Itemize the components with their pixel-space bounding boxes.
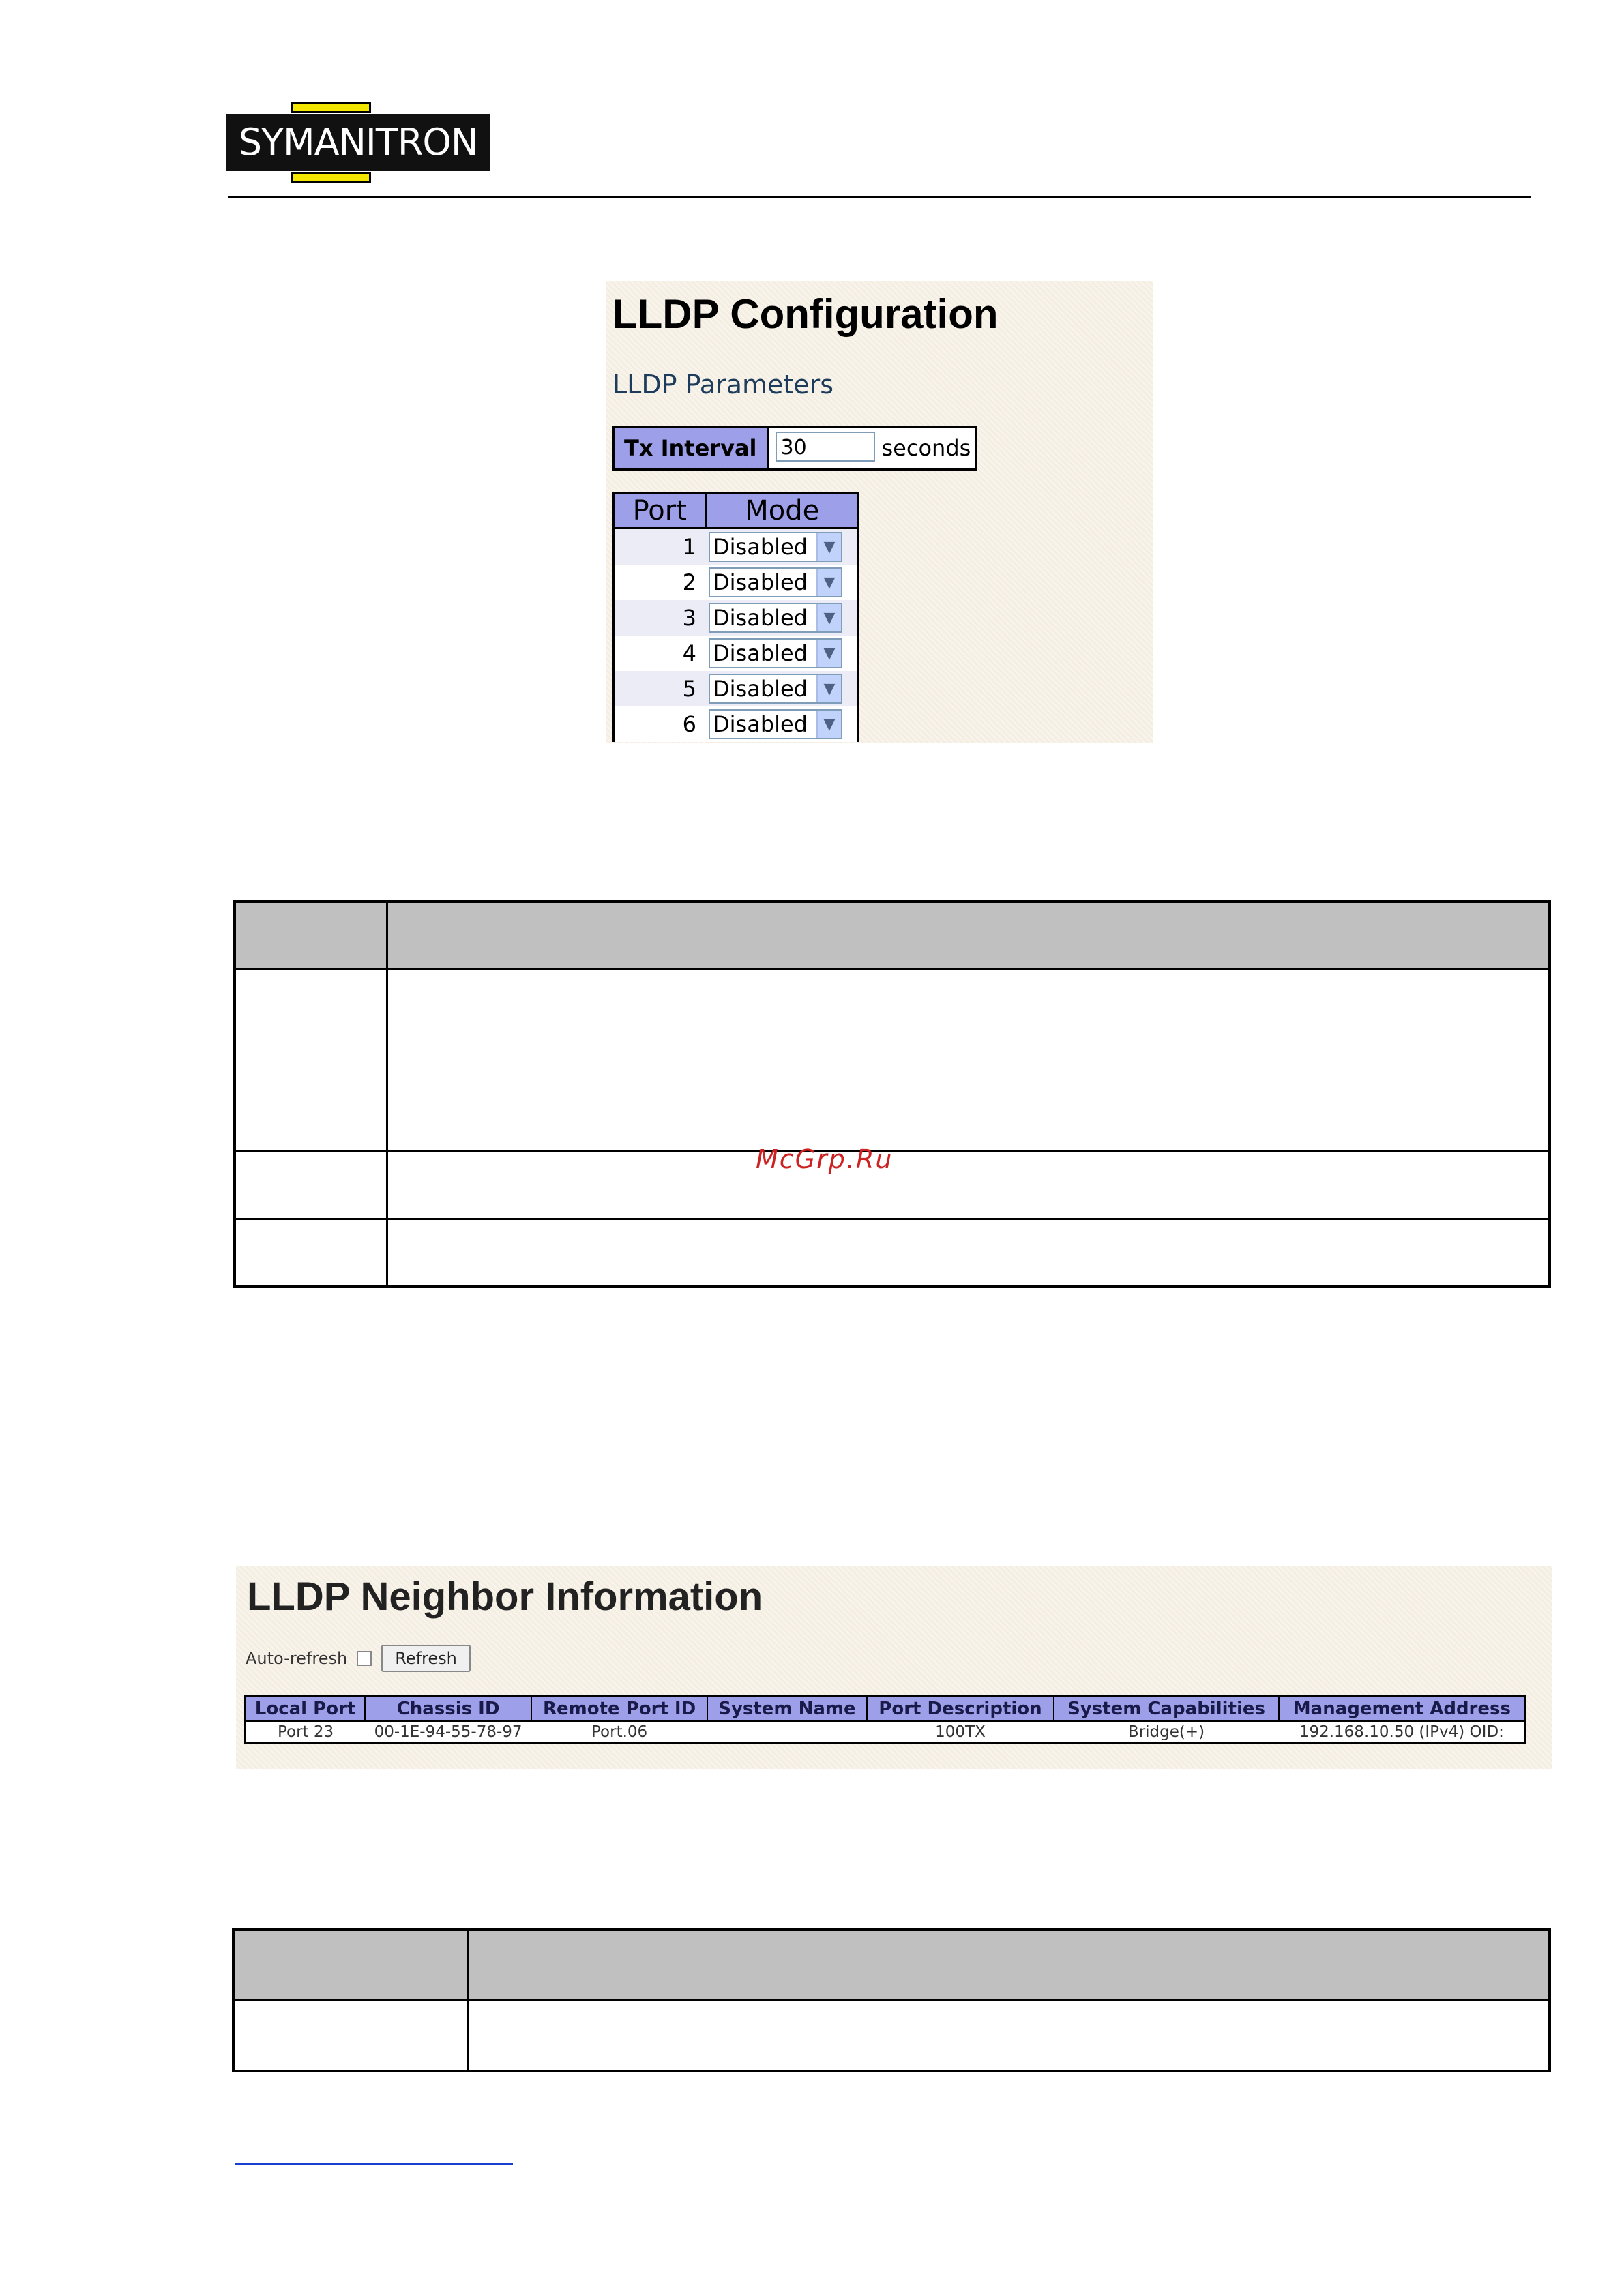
table-cell <box>235 1152 387 1219</box>
column-header: Chassis ID <box>365 1697 531 1722</box>
tx-interval-label: Tx Interval <box>615 428 769 468</box>
logo-text: SYMANITRON <box>226 114 490 171</box>
chevron-down-icon[interactable]: ▼ <box>816 569 841 596</box>
port-number: 4 <box>682 640 696 666</box>
local-port-cell: Port 23 <box>277 1723 334 1741</box>
lldp-neighbor-panel <box>236 1566 1552 1769</box>
mode-value: Disabled <box>713 534 808 560</box>
logo-bottom-bar <box>291 172 371 183</box>
table-row <box>614 671 859 706</box>
mode-select[interactable] <box>709 603 842 633</box>
table-cell <box>233 2001 468 2072</box>
auto-refresh-label: Auto-refresh <box>246 1649 348 1668</box>
tx-interval-unit: seconds <box>881 435 971 461</box>
mode-select[interactable] <box>709 567 842 597</box>
mode-select[interactable] <box>709 638 842 668</box>
logo-top-bar <box>291 102 371 113</box>
port-number: 3 <box>614 600 707 636</box>
chassis-id-cell: 00-1E-94-55-78-97 <box>374 1723 522 1741</box>
table-row <box>246 1721 1526 1744</box>
tx-interval-input[interactable]: 30 <box>776 432 875 462</box>
chevron-down-icon[interactable]: ▼ <box>816 533 841 561</box>
header-cell-parameter <box>235 901 387 970</box>
table-row <box>233 2001 1550 2072</box>
neighbor-table <box>244 1695 1526 1744</box>
column-header: System Capabilities <box>1054 1697 1278 1722</box>
port-column-header: Port <box>614 494 707 528</box>
port-number: 2 <box>682 569 696 595</box>
column-header: Local Port <box>246 1697 366 1722</box>
table-row <box>614 528 859 565</box>
system-capabilities-cell: Bridge(+) <box>1127 1723 1205 1741</box>
table-row <box>235 970 1550 1152</box>
mode-select[interactable] <box>709 709 842 739</box>
tx-interval-row <box>612 426 977 471</box>
table-row <box>235 1219 1550 1287</box>
port-mode-table <box>612 492 859 742</box>
header-cell-description <box>387 901 1550 970</box>
lldp-configuration-panel <box>606 281 1153 743</box>
table-row <box>614 565 859 600</box>
neighbor-title: LLDP Neighbor Information <box>247 1575 763 1619</box>
neighbor-header-row <box>246 1697 1526 1722</box>
chevron-down-icon[interactable]: ▼ <box>816 675 841 702</box>
port-number: 6 <box>682 711 696 737</box>
table-cell <box>235 1219 387 1287</box>
remote-port-id-cell: Port.06 <box>591 1723 648 1741</box>
footnote-rule <box>235 2163 513 2165</box>
port-number: 5 <box>614 671 707 706</box>
column-header: System Name <box>707 1697 866 1722</box>
header-cell-object <box>233 1930 468 2001</box>
refresh-controls <box>246 1645 471 1672</box>
column-header: Port Description <box>867 1697 1054 1722</box>
port-number: 1 <box>614 528 707 565</box>
mode-select[interactable] <box>709 532 842 562</box>
chevron-down-icon[interactable]: ▼ <box>816 604 841 631</box>
port-description-cell: 100TX <box>935 1723 986 1741</box>
page-title: LLDP Configuration <box>612 291 999 337</box>
table-cell <box>468 2001 1550 2072</box>
header-cell-description <box>468 1930 1550 2001</box>
table-cell <box>387 1219 1550 1287</box>
table-cell <box>235 970 387 1152</box>
table-cell <box>387 1152 1550 1219</box>
chevron-down-icon[interactable]: ▼ <box>816 711 841 738</box>
column-header: Remote Port ID <box>531 1697 707 1722</box>
refresh-button[interactable]: Refresh <box>381 1645 471 1672</box>
mode-value: Disabled <box>713 605 808 631</box>
neighbor-description-table <box>232 1928 1551 2072</box>
table-header-row <box>235 901 1550 970</box>
mode-value: Disabled <box>713 711 808 737</box>
system-name-cell <box>707 1721 866 1744</box>
table-row <box>614 706 859 742</box>
section-title: LLDP Parameters <box>612 370 834 400</box>
management-address-cell: 192.168.10.50 (IPv4) OID: <box>1299 1723 1504 1741</box>
table-row <box>614 600 859 636</box>
header-rule <box>228 196 1531 198</box>
column-header: Management Address <box>1279 1697 1526 1722</box>
mode-value: Disabled <box>713 640 808 666</box>
mode-value: Disabled <box>713 569 808 595</box>
table-header-row <box>233 1930 1550 2001</box>
mode-column-header: Mode <box>706 494 859 528</box>
symanitron-logo <box>226 102 490 183</box>
mode-select[interactable] <box>709 674 842 704</box>
watermark: McGrp.Ru <box>756 1144 894 1174</box>
auto-refresh-checkbox[interactable] <box>357 1651 372 1666</box>
chevron-down-icon[interactable]: ▼ <box>816 640 841 667</box>
table-row <box>614 636 859 671</box>
table-cell <box>387 970 1550 1152</box>
mode-value: Disabled <box>713 676 808 702</box>
parameter-description-table <box>233 900 1551 1288</box>
